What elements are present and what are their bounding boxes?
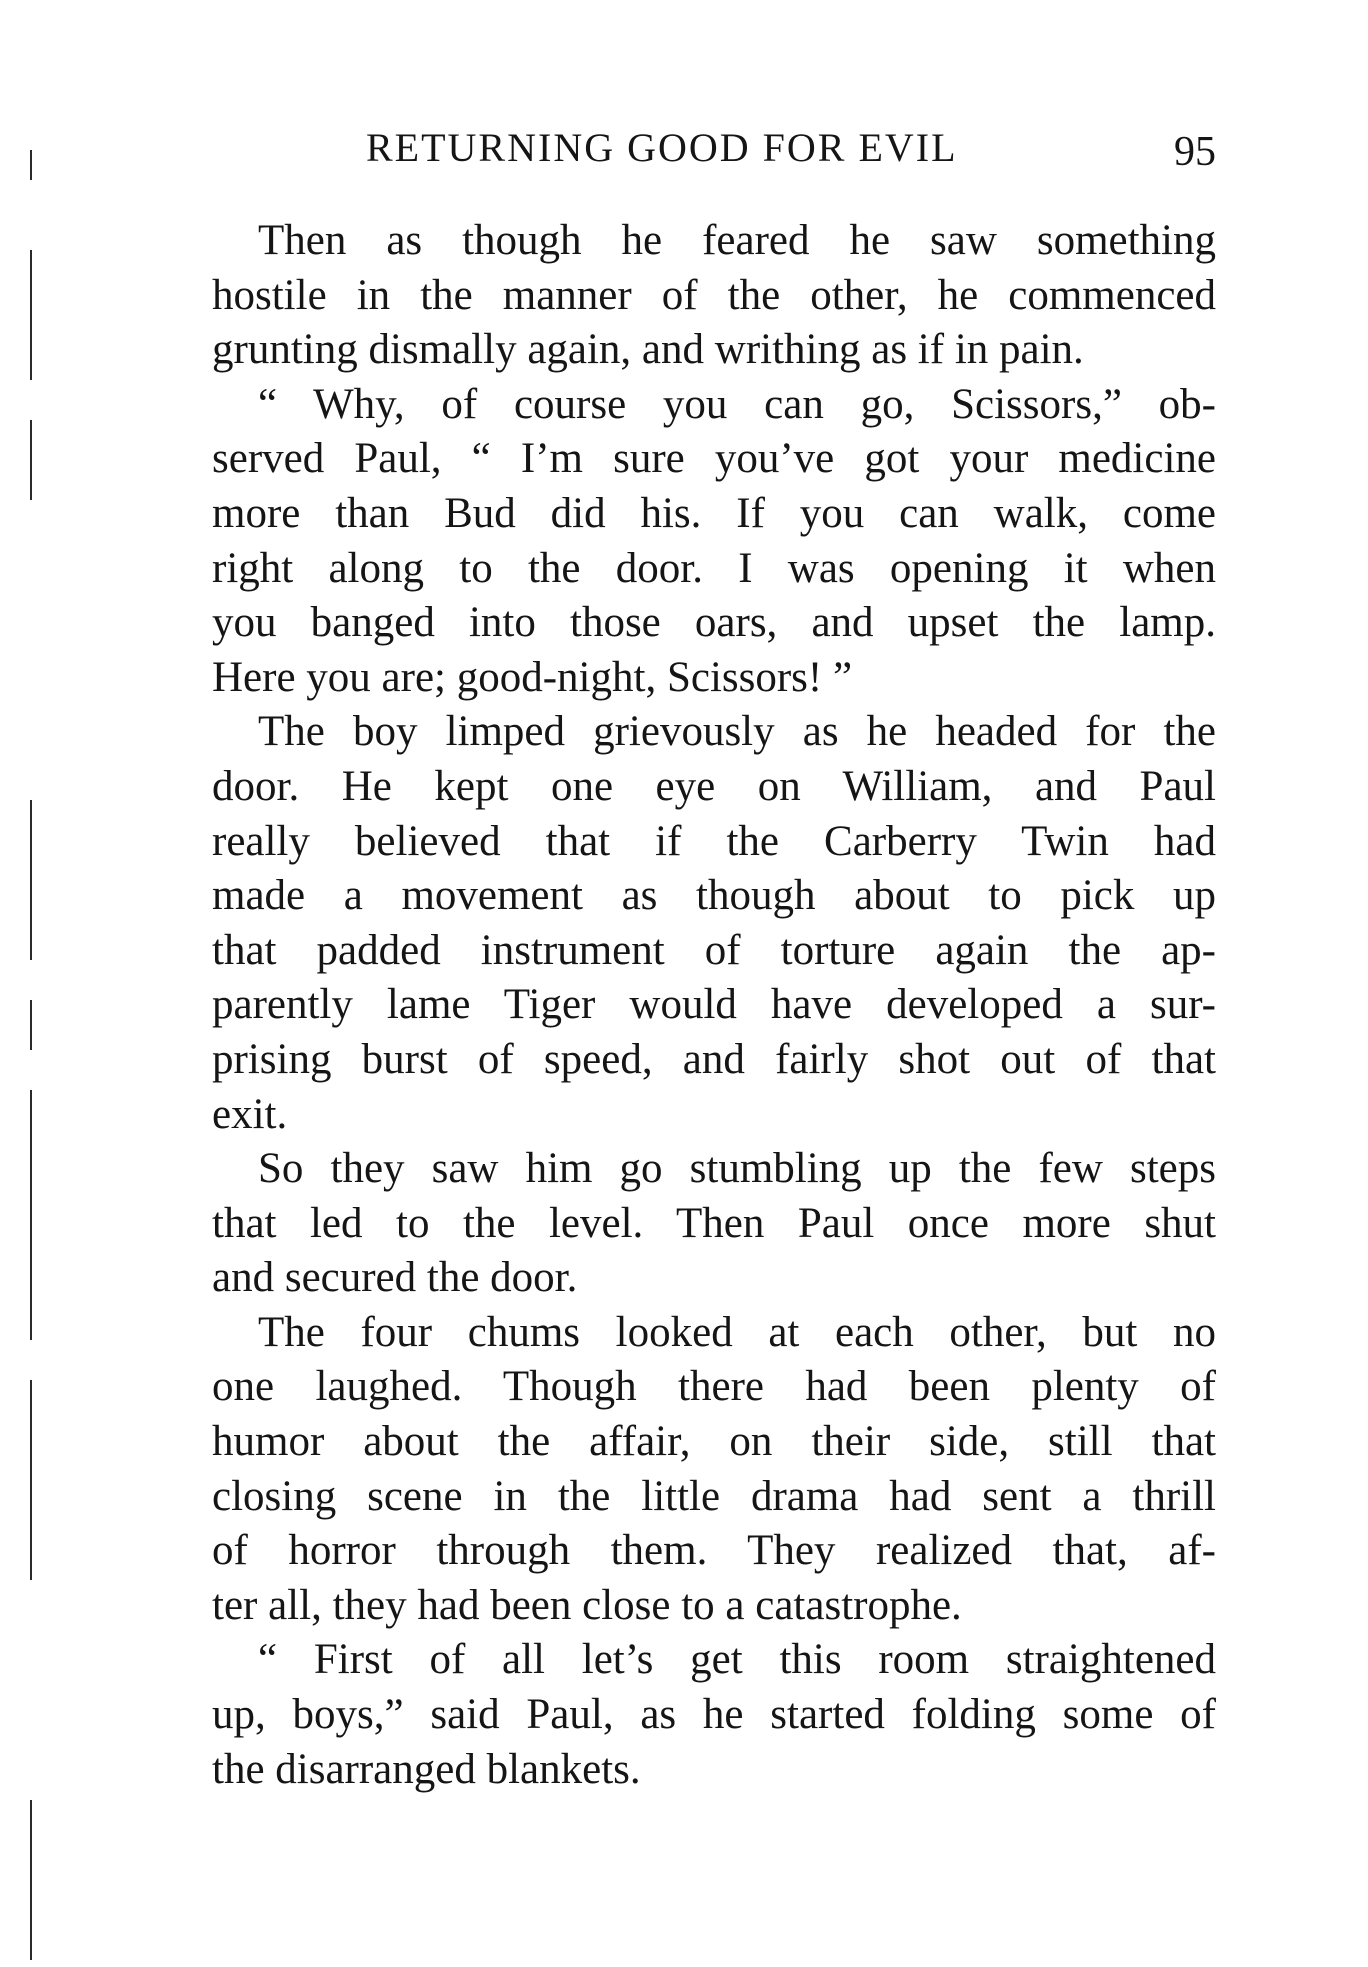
text-line: exit.	[212, 1090, 288, 1138]
text-line: of horror through them. They realized that, af-	[212, 1527, 1216, 1575]
scan-edge-mark	[30, 420, 32, 500]
text-line: more than Bud did his. If you can walk, come	[212, 489, 1216, 537]
text-line: closing scene in the little drama had sent a thrill	[212, 1472, 1216, 1520]
text-line: Then as though he feared he saw something	[258, 217, 1216, 264]
text-line: The boy limped grievously as he headed for the	[258, 708, 1216, 756]
running-head	[366, 124, 1216, 180]
text-line: you banged into those oars, and upset the lamp.	[212, 599, 1216, 647]
text-line: right along to the door. I was opening it when	[212, 544, 1216, 592]
scan-edge-mark	[30, 800, 32, 960]
text-line: hostile in the manner of the other, he commenced	[212, 271, 1216, 319]
page-number: 95	[1174, 129, 1216, 175]
text-line: Here you are; good-night, Scissors! ”	[212, 653, 853, 701]
text-line: that led to the level. Then Paul once more shut	[212, 1199, 1216, 1247]
scan-edge-mark	[30, 150, 32, 180]
text-line: the disarranged blankets.	[212, 1745, 641, 1793]
text-line: and secured the door.	[212, 1254, 578, 1302]
text-line: prising burst of speed, and fairly shot out of that	[212, 1035, 1216, 1083]
text-line: ter all, they had been close to a catastrophe.	[212, 1581, 962, 1629]
scan-edge-mark	[30, 250, 32, 380]
text-line: “ Why, of course you can go, Scissors,” ob-	[258, 380, 1216, 428]
text-line: So they saw him go stumbling up the few steps	[258, 1145, 1216, 1193]
text-line: served Paul, “ I’m sure you’ve got your medicine	[212, 435, 1216, 483]
text-line: up, boys,” said Paul, as he started folding some of	[212, 1691, 1216, 1739]
text-line: “ First of all let’s get this room straightened	[258, 1636, 1216, 1684]
text-line: grunting dismally again, and writhing as if in pain.	[212, 326, 1084, 374]
text-line: humor about the affair, on their side, still that	[212, 1418, 1216, 1466]
scan-edge-mark	[30, 1380, 32, 1580]
text-line: parently lame Tiger would have developed a sur-	[212, 981, 1216, 1029]
text-line: one laughed. Though there had been plenty of	[212, 1363, 1216, 1411]
running-title: RETURNING GOOD FOR EVIL	[366, 125, 958, 170]
text-line: made a movement as though about to pick up	[212, 872, 1216, 920]
text-line: really believed that if the Carberry Twin had	[212, 817, 1216, 865]
text-line: that padded instrument of torture again the ap-	[212, 926, 1216, 974]
scan-edge-mark	[30, 1090, 32, 1340]
body-text	[212, 214, 1216, 1797]
text-line: door. He kept one eye on William, and Paul	[212, 762, 1216, 810]
text-line: The four chums looked at each other, but no	[258, 1308, 1216, 1356]
scan-edge-mark	[30, 1800, 32, 1960]
scan-edge-mark	[30, 1000, 32, 1050]
